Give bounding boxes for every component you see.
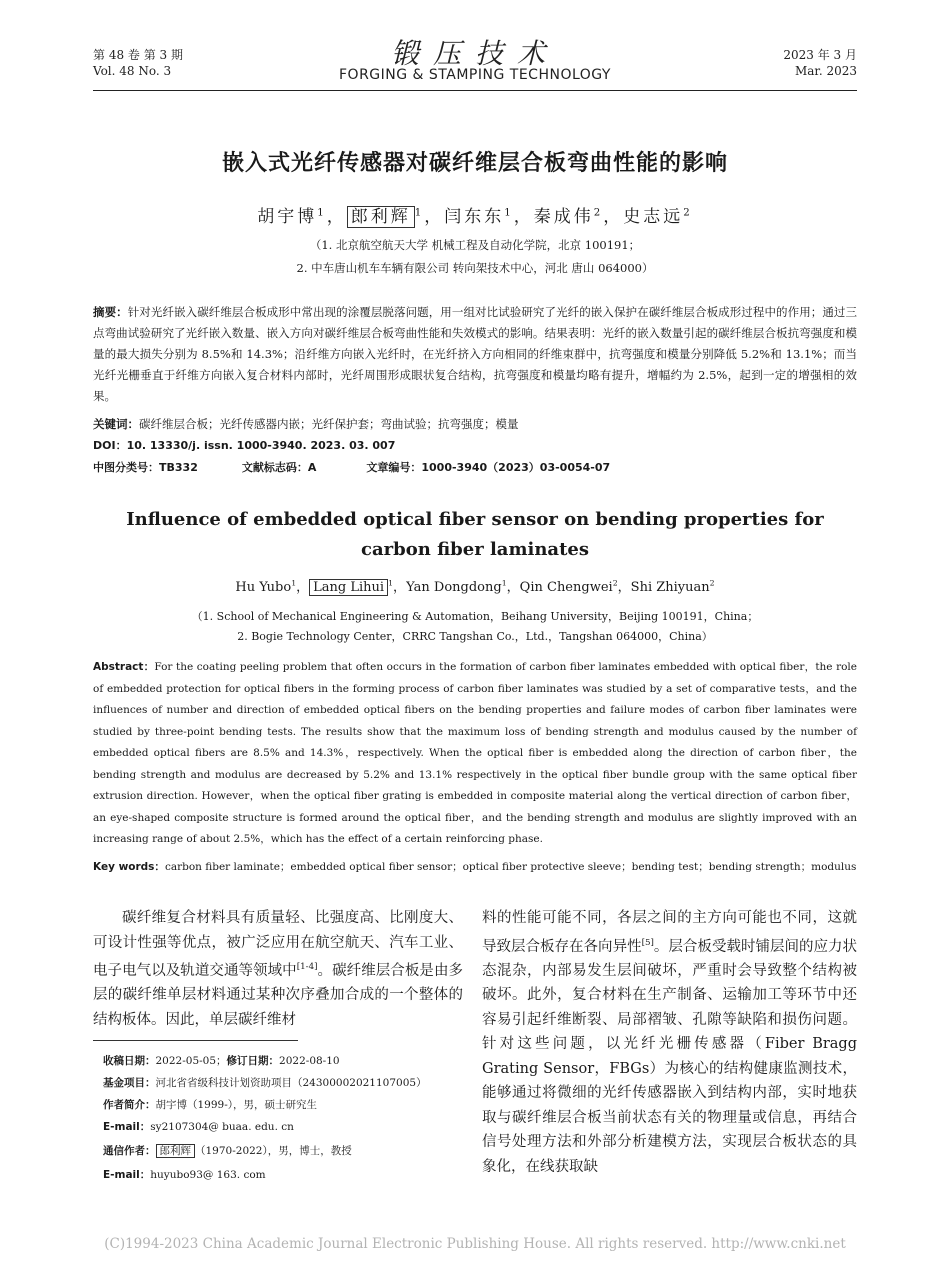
- volume-en: Vol. 48 No. 3: [93, 64, 172, 78]
- footnote-email-2: E-mail：huyubo93@ 163. com: [103, 1169, 266, 1181]
- footnote-corresponding: 通信作者： 郎利辉 （1970-2022），男，博士，教授: [103, 1145, 352, 1157]
- footnote-rule: [93, 1040, 298, 1041]
- date-en: Mar. 2023: [794, 64, 857, 78]
- classification-line: [93, 458, 857, 478]
- journal-name-en: FORGING & STAMPING TECHNOLOGY: [339, 67, 611, 83]
- issue-date: [783, 47, 857, 79]
- footnote-dates: 收稿日期：2022-05-05；修订日期：2022-08-10: [103, 1055, 340, 1067]
- author-en: Hu Yubo$^1$，: [235, 578, 310, 595]
- affiliation-en-1: （1. School of Mechanical Engineering & Automation，Beihang University，Beijing 100191，China；: [191, 610, 759, 623]
- clc: 中图分类号：TB332: [93, 461, 198, 474]
- author-en: Qin Chengwei$^2$，: [519, 578, 631, 595]
- body-column-left: 碳纤维复合材料具有质量轻、比强度高、比刚度大、可设计性强等优点，被广泛应用在航空航天、汽车工业、电子电气以及轨道交通等领域中[1-4]。碳纤维层合板是由多层的碳纤维单层材料通过某种次序叠加合成的一个整体的结构板体。因此，单层碳纤维材: [93, 910, 464, 1028]
- author-cn: 胡宇博$^1$，: [257, 207, 347, 227]
- article-number: 文章编号：1000-3940（2023）03-0054-07: [366, 461, 611, 474]
- keywords-en: Key words：carbon fiber laminate；embedded optical fiber sensor；optical fiber protective sleeve；bending test；bending strength；modulus: [93, 861, 857, 873]
- title-en: Influence of embedded optical fiber sensor on bending properties for carbon fiber laminates: [126, 509, 824, 560]
- doi: DOI：10. 13330/j. issn. 1000-3940. 2023. 03. 007: [93, 439, 396, 452]
- keywords-cn: 关键词：碳纤维层合板；光纤传感器内嵌；光纤保护套；弯曲试验；抗弯强度；模量: [93, 417, 519, 431]
- authors-cn: [0, 202, 950, 227]
- citation-ref[interactable]: [1-4]: [296, 962, 318, 972]
- author-cn-boxed: 郎利辉 $^1$，: [347, 207, 444, 227]
- citation-ref[interactable]: [5]: [641, 937, 654, 948]
- volume-cn: 第 48 卷 第 3 期: [93, 48, 183, 62]
- affiliation-en-2: 2. Bogie Technology Center，CRRC Tangshan Co.，Ltd.，Tangshan 064000，China）: [237, 630, 713, 643]
- author-cn: 闫东东$^1$，: [444, 207, 534, 227]
- footnote-fund: 基金项目：河北省省级科技计划资助项目（24300002021107005）: [103, 1077, 427, 1089]
- journal-name-cn: 锻压技术: [390, 37, 559, 70]
- doc-code: 文献标志码：A: [241, 461, 317, 474]
- title-cn: 嵌入式光纤传感器对碳纤维层合板弯曲性能的影响: [221, 151, 728, 176]
- abstract-cn: 摘要：针对光纤嵌入碳纤维层合板成形中常出现的涂覆层脱落问题，用一组对比试验研究了光纤的嵌入保护在碳纤维层合板成形过程中的作用；通过三点弯曲试验研究了光纤嵌入数量、嵌入方向对碳纤维层合板弯曲性能和失效模式的影响。结果表明：光纤的嵌入数量引起的碳纤维层合板抗弯强度和模量的最大损失分别为 8.5%和 14.3%；沿纤维方向嵌入光纤时，在光纤挤入方向相同的纤维束群中，抗弯强度和模量分别降低 5.2%和 13.1%；而当光纤光栅垂直于纤维方向嵌入复合材料内部时，光纤周围形成眼状复合结构，抗弯强度和模量均略有提升，增幅约为 2.5%，起到一定的增强相的效果。: [93, 305, 857, 403]
- author-en: Yan Dongdong$^1$，: [406, 578, 520, 595]
- author-cn: 秦成伟$^2$，: [533, 207, 624, 227]
- body-column-right: 料的性能可能不同，各层之间的主方向可能也不同，这就导致层合板存在各向异性[5]。层合板受载时铺层间的应力状态混杂，内部易发生层间破坏，严重时会导致整个结构被破坏。此外，复合材料在生产制备、运输加工等环节中还容易引起纤维断裂、局部褶皱、孔隙等缺陷和损伤问题。针对这些问题，以光纤光栅传感器（Fiber Bragg Grating Sensor，FBGs）为核心的结构健康监测技术，能够通过将微细的光纤传感器嵌入到结构内部，实时地获取与碳纤维层合板当前状态有关的物理量或信息，再结合信号处理方法和外部分析建模方法，实现层合板状态的具象化，在线获取缺: [482, 910, 858, 1175]
- date-cn: 2023 年 3 月: [783, 48, 857, 62]
- affiliation-cn-1: （1. 北京航空航天大学 机械工程及自动化学院，北京 100191；: [309, 238, 641, 252]
- abstract-en: Abstract：For the coating peeling problem that often occurs in the formation of carbon fiber laminates embedded with optical fiber，the role of embedded protection for optical fibers in the forming process of carbon fiber laminates was studied by a set of comparative tests，and the influences of number and direction of embedded optical fibers on the bending properties and failure modes of carbon fiber laminates were studied by three-point bending tests. The results show that the maximum loss of bending strength and modulus caused by the number of embedded optical fibers are 8.5% and 14.3%，respectively. When the optical fiber is embedded along the direction of carbon fiber，the bending strength and modulus are decreased by 5.2% and 13.1% respectively in the optical fiber bundle group with the same optical fiber extrusion direction. However，when the optical fiber grating is embedded in composite material along the vertical direction of carbon fiber，an eye-shaped composite structure is formed around the optical fiber，and the bending strength and modulus are slightly improved with an increasing range of about 2.5%，which has the effect of a certain reinforcing phase.: [93, 661, 858, 845]
- header-rule: [93, 90, 857, 91]
- author-en-boxed: Lang Lihui $^1$，: [309, 580, 406, 595]
- footnote-email-1: E-mail：sy2107304@ buaa. edu. cn: [103, 1121, 294, 1133]
- author-en: Shi Zhiyuan$^2$: [630, 578, 715, 595]
- affiliation-cn-2: 2. 中车唐山机车车辆有限公司 转向架技术中心，河北 唐山 064000）: [296, 261, 654, 275]
- authors-en: [0, 576, 950, 595]
- corresponding-name-boxed: 郎利辉: [156, 1144, 196, 1158]
- footnote-author: 作者简介：胡宇博（1999-），男，硕士研究生: [103, 1099, 318, 1111]
- author-cn: 史志远$^2$: [623, 207, 693, 227]
- copyright-notice: (C)1994-2023 China Academic Journal Electronic Publishing House. All rights reserved. http://www.cnki.net: [104, 1236, 846, 1252]
